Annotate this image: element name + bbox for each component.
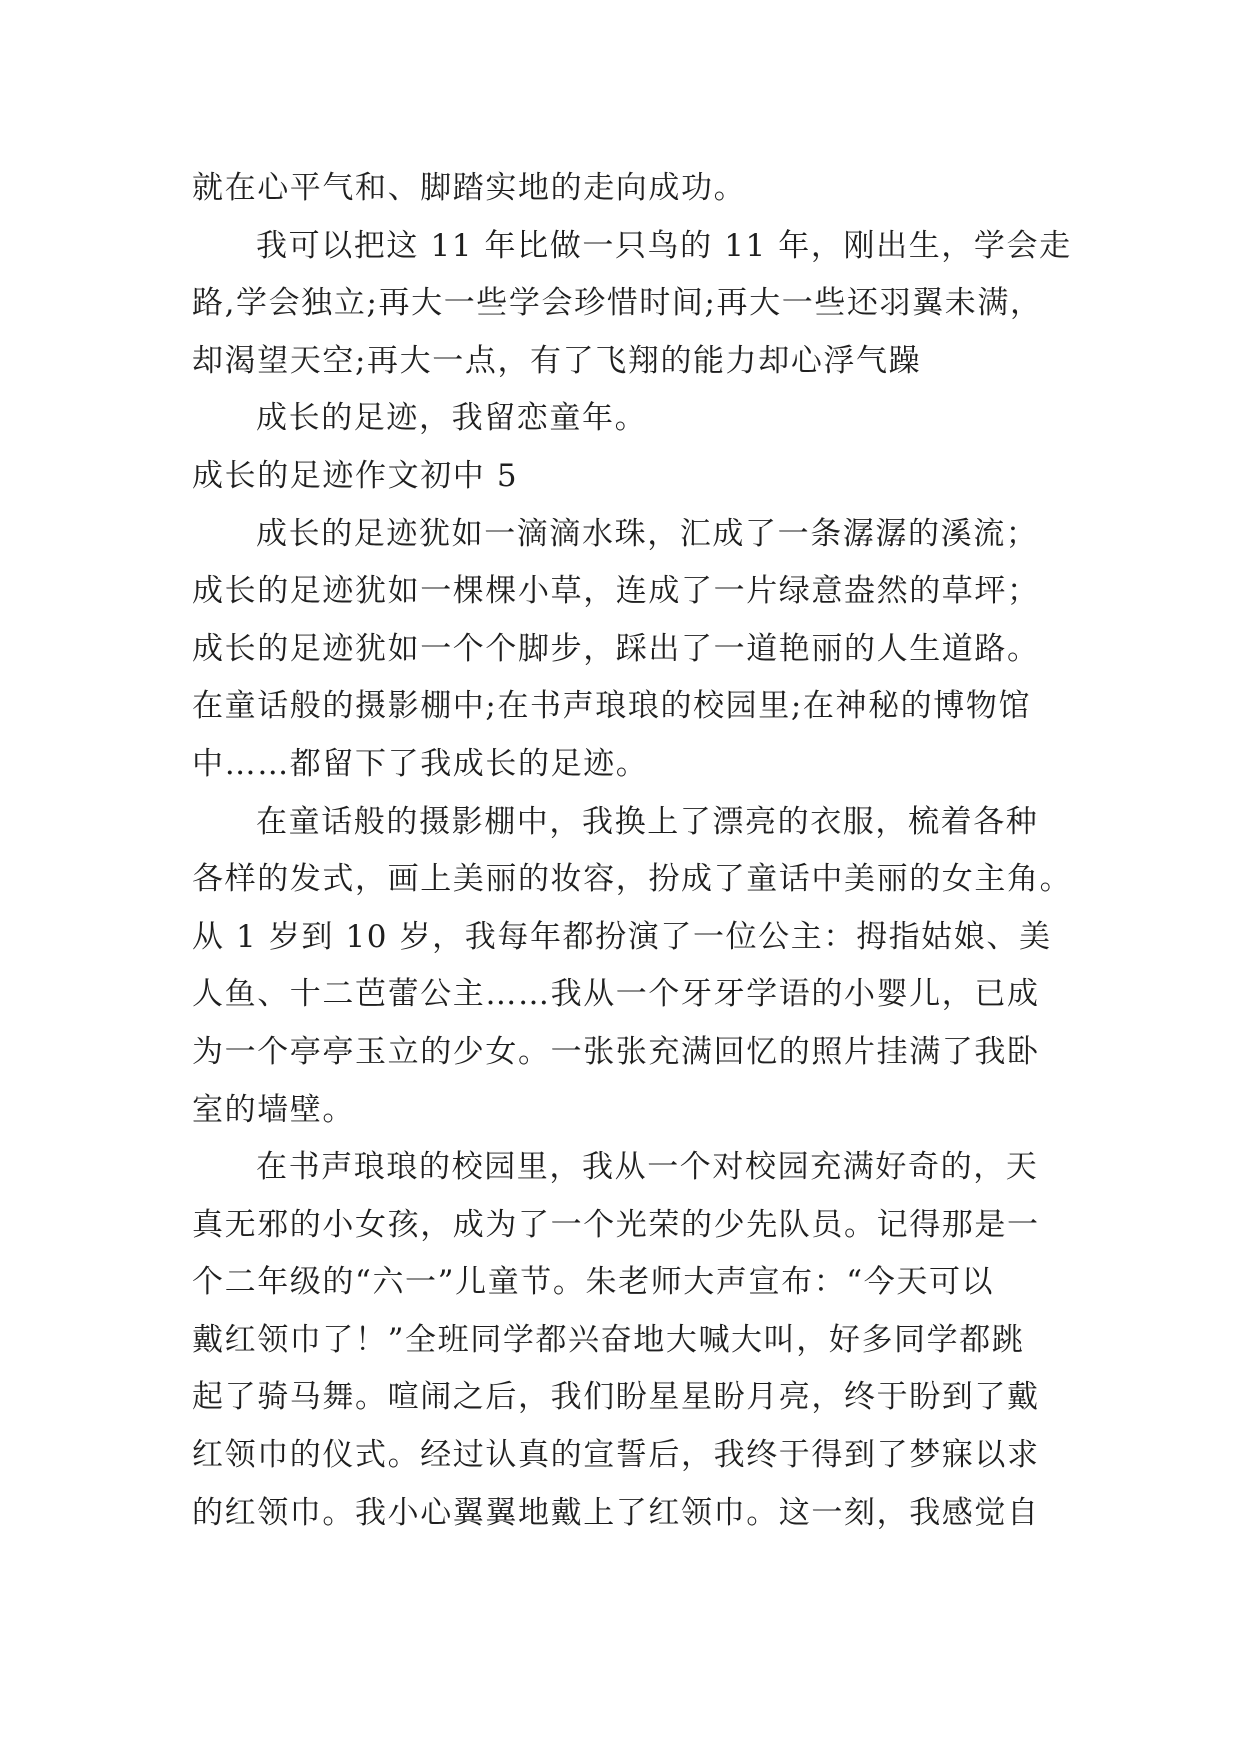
text-line: 我可以把这 11 年比做一只鸟的 11 年，刚出生，学会走: [256, 227, 1072, 264]
text-line: 中……都留下了我成长的足迹。: [192, 745, 649, 782]
text-line: 成长的足迹犹如一滴滴水珠，汇成了一条潺潺的溪流；: [256, 515, 1039, 552]
section-heading: 成长的足迹作文初中 5: [192, 457, 519, 494]
text-line: 成长的足迹犹如一个个脚步，踩出了一道艳丽的人生道路。: [192, 630, 1040, 667]
text-line: 在童话般的摄影棚中，我换上了漂亮的衣服，梳着各种: [256, 803, 1039, 840]
text-line: 为一个亭亭玉立的少女。一张张充满回忆的照片挂满了我卧: [192, 1033, 1040, 1070]
text-line: 却渴望天空;再大一点，有了飞翔的能力却心浮气躁: [192, 342, 922, 379]
text-line: 个二年级的“六一”儿童节。朱老师大声宣布：“今天可以: [192, 1264, 995, 1301]
text-line: 从 1 岁到 10 岁，我每年都扮演了一位公主：拇指姑娘、美: [192, 918, 1052, 955]
text-line: 成长的足迹犹如一棵棵小草，连成了一片绿意盎然的草坪；: [192, 573, 1040, 610]
text-line: 成长的足迹，我留恋童年。: [256, 400, 648, 437]
text-line: 的红领巾。我小心翼翼地戴上了红领巾。这一刻，我感觉自: [192, 1494, 1040, 1531]
text-line: 红领巾的仪式。经过认真的宣誓后，我终于得到了梦寐以求: [192, 1437, 1040, 1474]
text-line: 起了骑马舞。喧闹之后，我们盼星星盼月亮，终于盼到了戴: [192, 1379, 1040, 1416]
text-line: 人鱼、十二芭蕾公主……我从一个牙牙学语的小婴儿，已成: [192, 976, 1040, 1013]
text-line: 室的墙壁。: [192, 1091, 355, 1128]
text-line: 路,学会独立;再大一些学会珍惜时间;再大一些还羽翼未满，: [192, 285, 1043, 322]
text-line: 在书声琅琅的校园里，我从一个对校园充满好奇的，天: [256, 1149, 1039, 1186]
essay-body: [192, 160, 1072, 1542]
text-line: 真无邪的小女孩，成为了一个光荣的少先队员。记得那是一: [192, 1206, 1040, 1243]
text-line: 就在心平气和、脚踏实地的走向成功。: [192, 170, 747, 206]
text-line: 各样的发式，画上美丽的妆容，扮成了童话中美丽的女主角。: [192, 861, 1073, 898]
text-line: 在童话般的摄影棚中;在书声琅琅的校园里;在神秘的博物馆: [192, 688, 1032, 725]
text-line: 戴红领巾了！”全班同学都兴奋地大喊大叫，好多同学都跳: [192, 1321, 1025, 1358]
